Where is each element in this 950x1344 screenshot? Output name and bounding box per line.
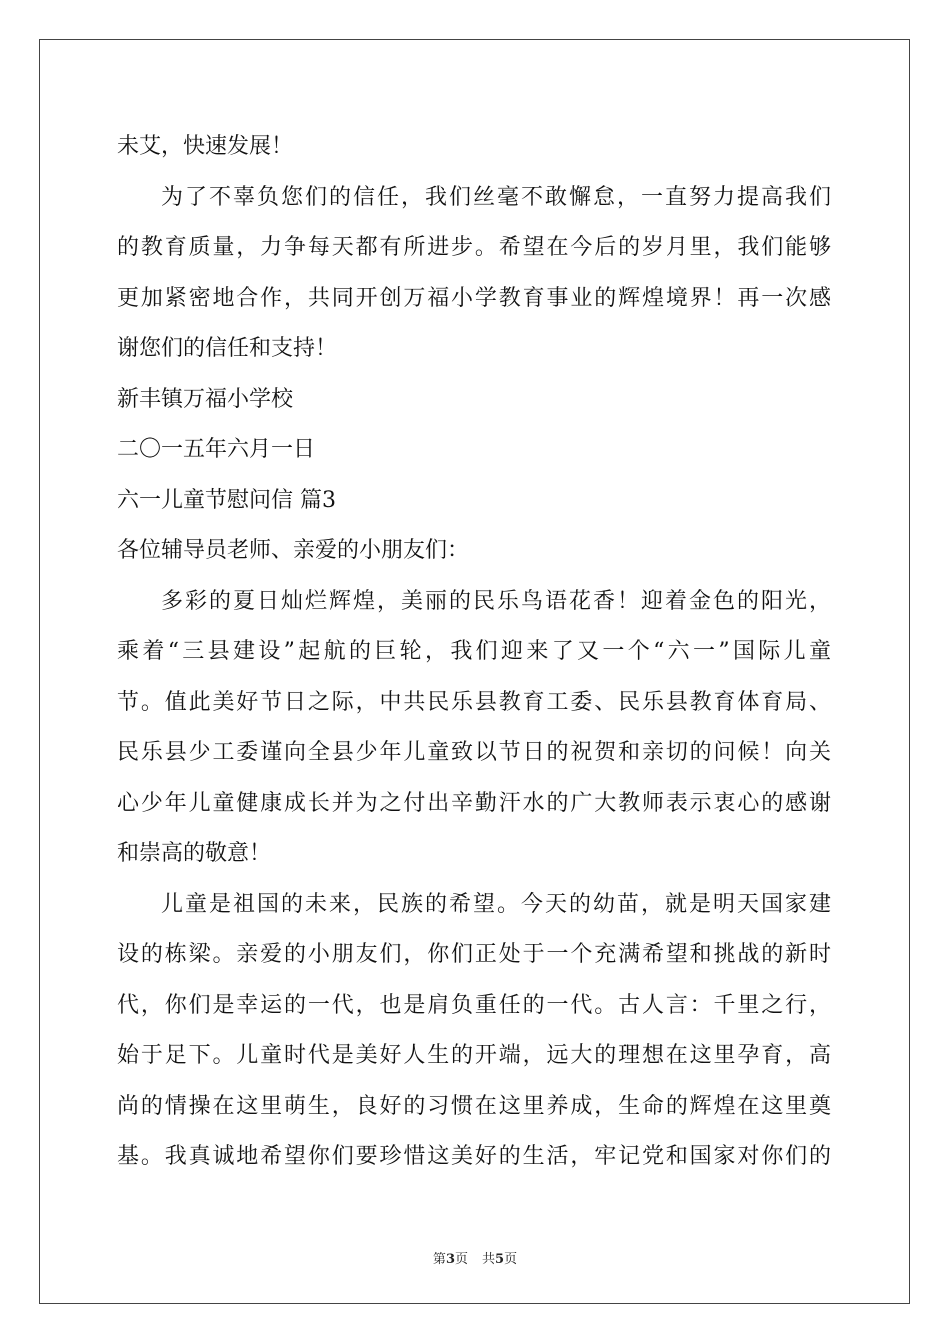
footer-page-suffix: 页 [454, 1252, 468, 1267]
text-line: 各位辅导员老师、亲爱的小朋友们： [117, 538, 470, 563]
text-line: 的教育质量，力争每天都有所进步。希望在今后的岁月里，我们能够 [117, 235, 831, 260]
text-line: 多彩的夏日灿烂辉煌，美丽的民乐鸟语花香！迎着金色的阳光， [161, 588, 831, 614]
text-line: 设的栋梁。亲爱的小朋友们，你们正处于一个充满希望和挑战的新时 [117, 942, 831, 967]
text-line: 未艾，快速发展！ [117, 134, 294, 159]
footer-total-prefix: 共 [482, 1252, 496, 1267]
text-line: 新丰镇万福小学校 [117, 386, 294, 412]
text-line: 心少年儿童健康成长并为之付出辛勤汗水的广大教师表示衷心的感谢 [117, 790, 831, 816]
text-line: 节。值此美好节日之际，中共民乐县教育工委、民乐县教育体育局、 [117, 689, 831, 715]
footer-total-pages: 5 [495, 1252, 505, 1267]
footer-page-number: 3 [445, 1252, 455, 1267]
text-line: 为了不辜负您们的信任，我们丝毫不敢懈怠，一直努力提高我们 [161, 184, 831, 210]
footer-page-prefix: 第 [432, 1252, 446, 1267]
text-line: 基。我真诚地希望你们要珍惜这美好的生活，牢记党和国家对你们的 [117, 1144, 831, 1169]
footer-total-suffix: 页 [504, 1252, 518, 1267]
text-line: 二〇一五年六月一日 [117, 437, 316, 462]
text-line: 民乐县少工委谨向全县少年儿童致以节日的祝贺和亲切的问候！向关 [117, 740, 831, 765]
text-line: 谢您们的信任和支持！ [117, 336, 338, 361]
text-line: 和崇高的敬意！ [117, 841, 272, 866]
text-line: 六一儿童节慰问信 篇3 [117, 487, 336, 513]
text-line: 乘着“三县建设”起航的巨轮，我们迎来了又一个“六一”国际儿童 [117, 639, 831, 664]
text-line: 代，你们是幸运的一代，也是肩负重任的一代。古人言：千里之行， [117, 992, 831, 1018]
document-body [117, 122, 831, 1183]
page-footer [0, 1248, 950, 1267]
text-line: 更加紧密地合作，共同开创万福小学教育事业的辉煌境界！再一次感 [117, 285, 831, 311]
text-line: 儿童是祖国的未来，民族的希望。今天的幼苗，就是明天国家建 [161, 891, 831, 917]
text-line: 尚的情操在这里萌生，良好的习惯在这里养成，生命的辉煌在这里奠 [117, 1093, 831, 1119]
text-line: 始于足下。儿童时代是美好人生的开端，远大的理想在这里孕育，高 [117, 1043, 831, 1068]
